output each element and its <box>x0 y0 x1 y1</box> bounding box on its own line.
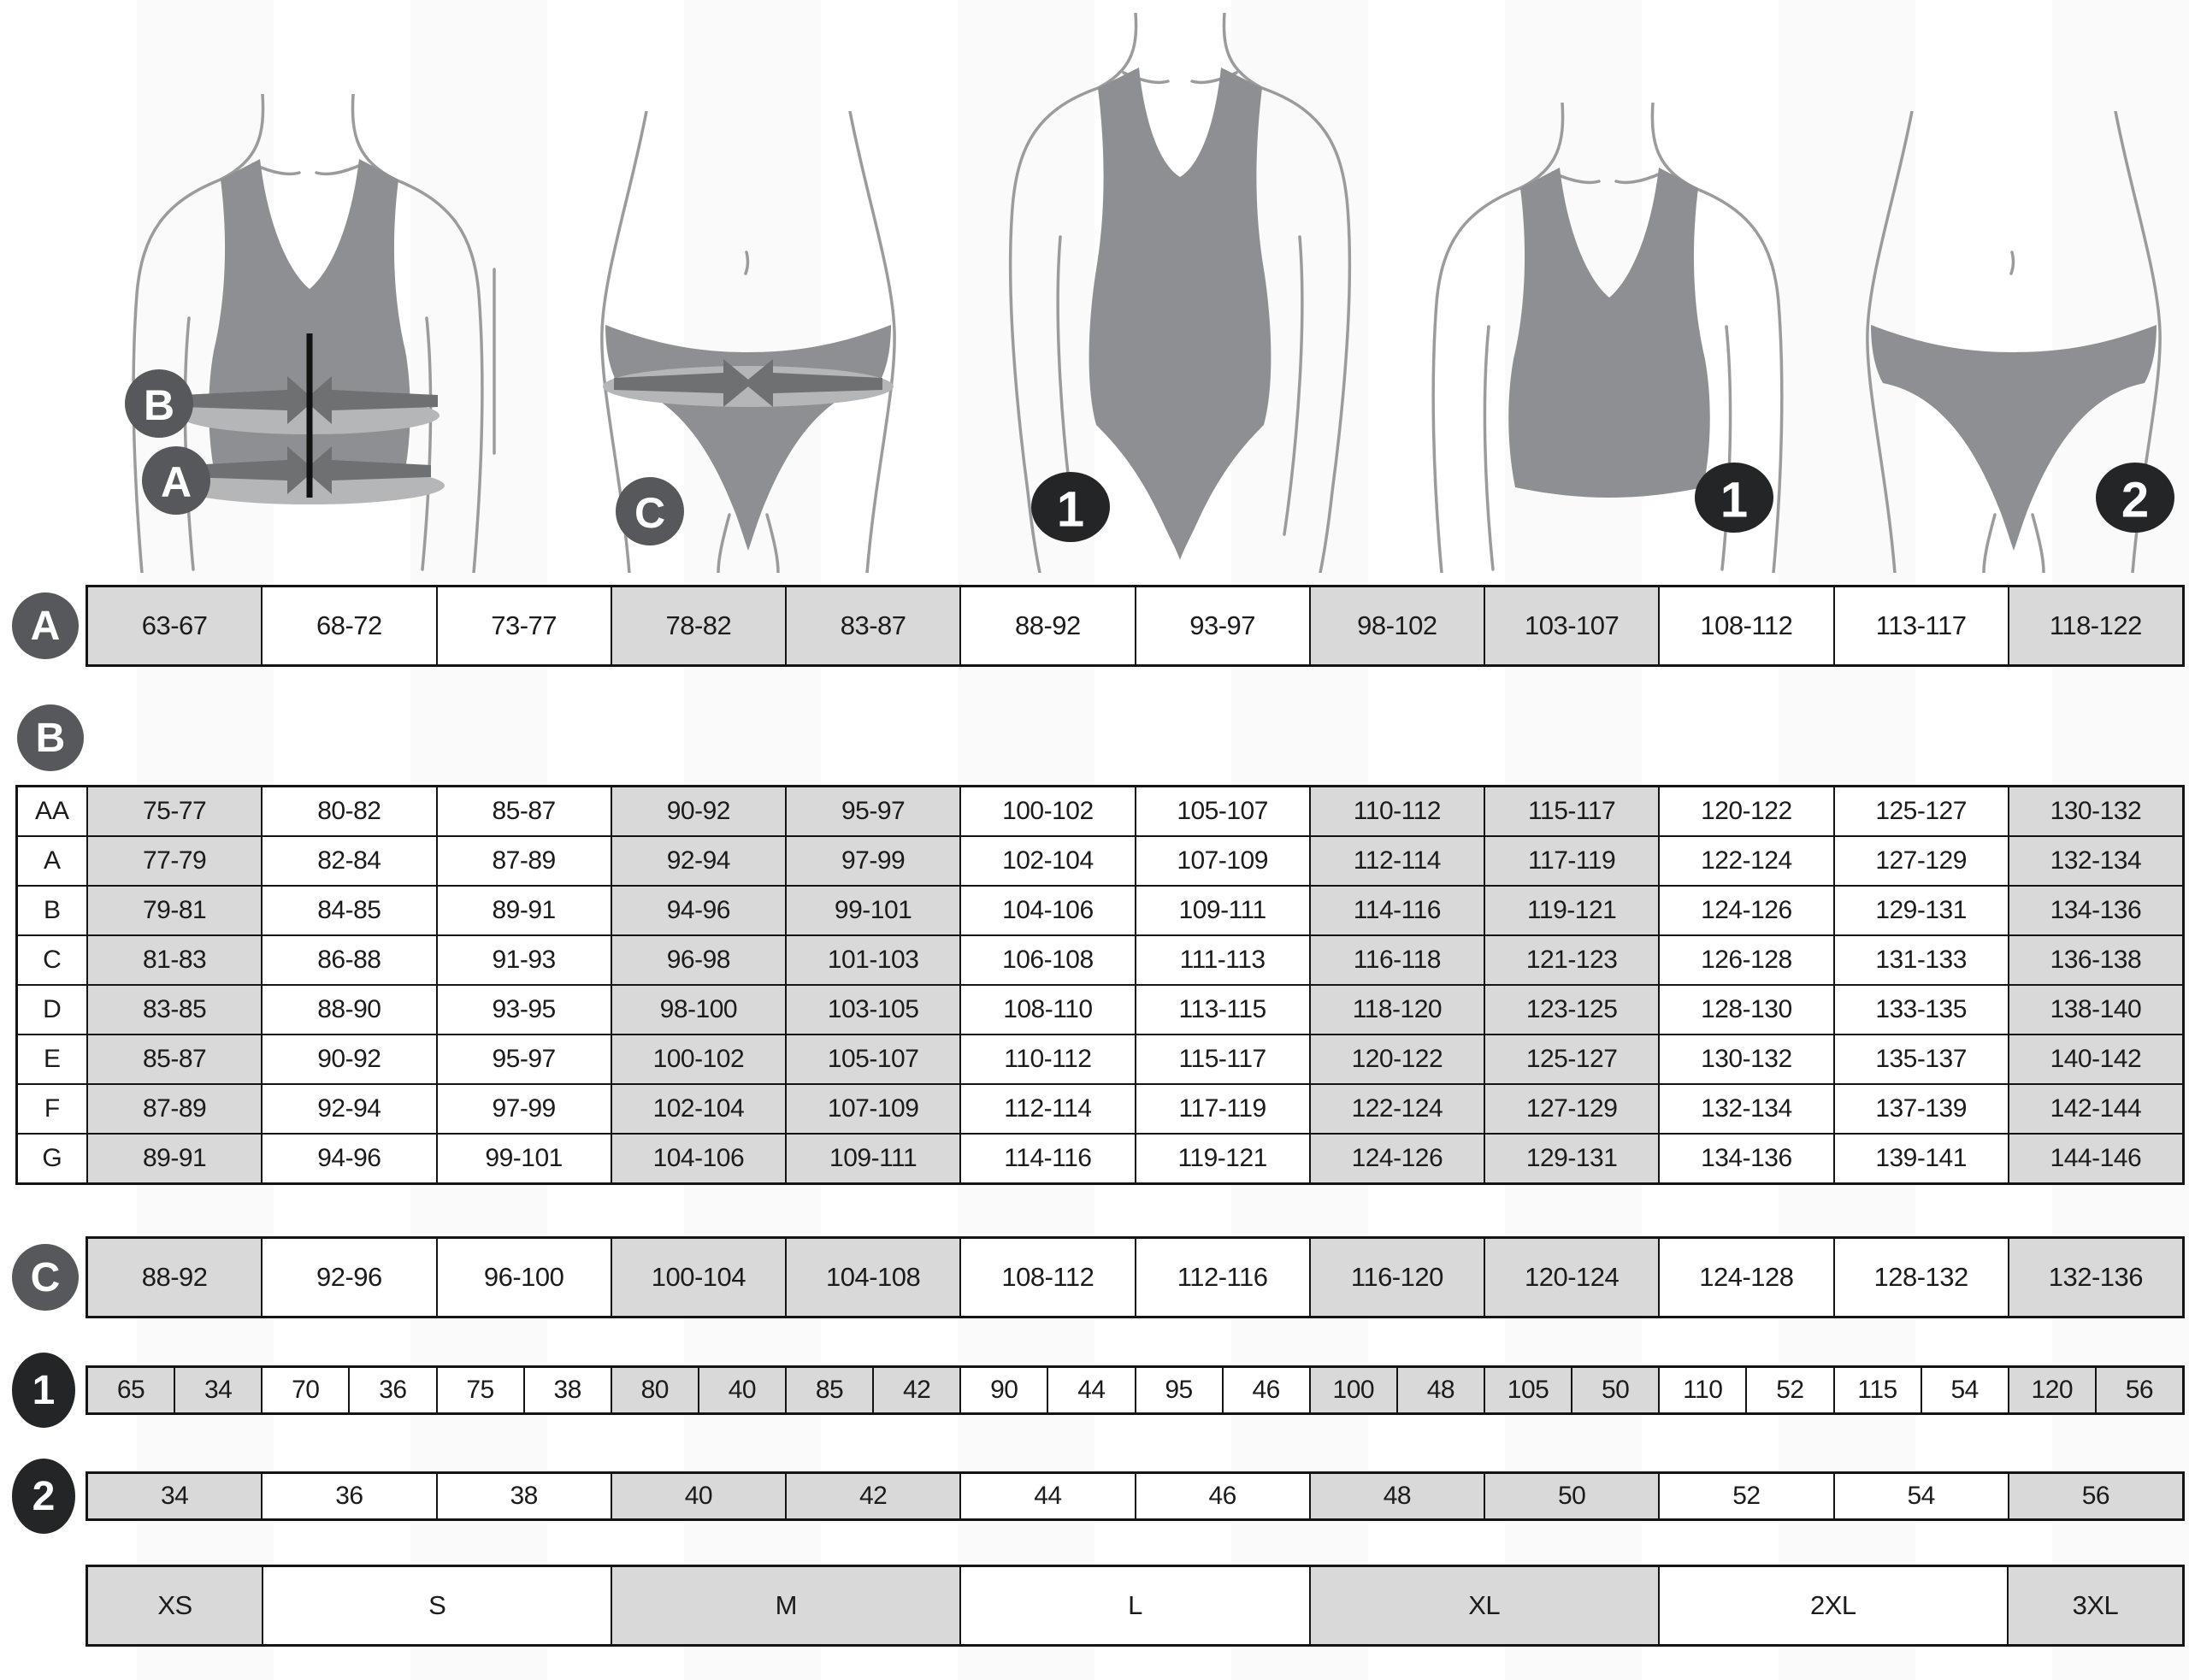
bust-cell: 124-126 <box>1309 1135 1484 1182</box>
badge-panties-icon <box>2096 463 2174 533</box>
hip-cell: 100-104 <box>611 1239 785 1316</box>
bust-cell: 86-88 <box>261 936 435 984</box>
badge-swimsuit-icon <box>1031 472 1110 542</box>
bust-cell: 104-106 <box>959 887 1134 934</box>
cup-label: G <box>18 1135 86 1182</box>
bra-size-table <box>86 1365 2185 1415</box>
bust-cell: 130-132 <box>2008 787 2182 835</box>
underbust-cell: 68-72 <box>261 587 435 664</box>
bust-cell: 118-120 <box>1309 986 1484 1034</box>
bust-cell: 127-129 <box>1833 837 2008 885</box>
badge-underbust-label: A <box>160 458 192 506</box>
underbust-row <box>0 585 2189 667</box>
bust-cell: 75-77 <box>86 787 261 835</box>
bust-cell: 142-144 <box>2008 1085 2182 1133</box>
eu-size-cell: 42 <box>785 1474 959 1518</box>
underbust-cell: 73-77 <box>436 587 611 664</box>
intl-size-cell: M <box>611 1567 959 1644</box>
bust-cell: 134-136 <box>1658 1135 1832 1182</box>
bust-cell: 98-100 <box>611 986 785 1034</box>
bust-cell: 97-99 <box>436 1085 611 1133</box>
bra-size-cell: 48 <box>1396 1368 1484 1412</box>
bust-cell: 111-113 <box>1135 936 1309 984</box>
bust-cell: 103-105 <box>785 986 959 1034</box>
hip-cell: 108-112 <box>959 1239 1134 1316</box>
bust-cell: 136-138 <box>2008 936 2182 984</box>
hip-cell: 88-92 <box>88 1239 261 1316</box>
bust-cell: 126-128 <box>1658 936 1832 984</box>
hip-cell: 128-132 <box>1833 1239 2008 1316</box>
bra-size-cell: 54 <box>1921 1368 2008 1412</box>
eu-size-cell: 54 <box>1833 1474 2008 1518</box>
bust-cell: 100-102 <box>611 1035 785 1083</box>
bust-cell: 112-114 <box>959 1085 1134 1133</box>
eu-size-cell: 38 <box>436 1474 611 1518</box>
bust-cell: 130-132 <box>1658 1035 1832 1083</box>
bra-size-rail <box>0 1353 86 1428</box>
bra-size-cell: 40 <box>698 1368 785 1412</box>
bust-cell: 122-124 <box>1658 837 1832 885</box>
bust-cell: 84-85 <box>261 887 435 934</box>
bust-cell: 128-130 <box>1658 986 1832 1034</box>
underbust-cell: 63-67 <box>88 587 261 664</box>
intl-size-cell: 2XL <box>1658 1567 2007 1644</box>
badge-panties-label: 2 <box>2121 472 2150 528</box>
bust-cell: 124-126 <box>1658 887 1832 934</box>
bust-badge-row <box>17 704 2189 771</box>
underbust-cell: 113-117 <box>1833 587 2008 664</box>
bust-cell: 96-98 <box>611 936 785 984</box>
bust-cell: 95-97 <box>785 787 959 835</box>
bra-size-cell: 85 <box>785 1368 872 1412</box>
bust-cell: 90-92 <box>611 787 785 835</box>
bust-cell: 121-123 <box>1484 936 1658 984</box>
bust-cell: 104-106 <box>611 1135 785 1182</box>
bra-size-cell: 56 <box>2095 1368 2182 1412</box>
bust-cell: 105-107 <box>1135 787 1309 835</box>
badge-hip-icon <box>616 477 684 545</box>
bust-cell: 115-117 <box>1484 787 1658 835</box>
cup-row <box>18 1133 2182 1182</box>
bust-cell: 81-83 <box>86 936 261 984</box>
bust-cell: 144-146 <box>2008 1135 2182 1182</box>
bust-cell: 129-131 <box>1833 887 2008 934</box>
bust-cell: 92-94 <box>261 1085 435 1133</box>
bust-cell: 94-96 <box>611 887 785 934</box>
bust-cell: 97-99 <box>785 837 959 885</box>
intl-size-table <box>86 1565 2185 1647</box>
underbust-cell: 118-122 <box>2008 587 2182 664</box>
badge-swimsuit-label: 1 <box>1056 481 1085 538</box>
bust-table <box>15 785 2185 1185</box>
bra-size-cell: 44 <box>1047 1368 1134 1412</box>
badge-1 <box>12 1353 75 1428</box>
hip-cell: 96-100 <box>436 1239 611 1316</box>
bust-cell: 100-102 <box>959 787 1134 835</box>
eu-size-cell: 34 <box>88 1474 261 1518</box>
cup-row <box>18 984 2182 1034</box>
figure-panties-measured <box>564 111 932 573</box>
bra-size-cell: 38 <box>523 1368 611 1412</box>
bust-cell: 95-97 <box>436 1035 611 1083</box>
eu-size-cell: 48 <box>1309 1474 1484 1518</box>
badge-2-label: 2 <box>32 1473 56 1519</box>
bust-cell: 101-103 <box>785 936 959 984</box>
bust-cell: 117-119 <box>1135 1085 1309 1133</box>
cup-label: D <box>18 986 86 1034</box>
hip-cell: 92-96 <box>261 1239 435 1316</box>
hip-table <box>86 1236 2185 1318</box>
badge-bust-label: B <box>143 381 175 429</box>
bust-cell: 112-114 <box>1309 837 1484 885</box>
underbust-table <box>86 585 2185 667</box>
bust-cell: 106-108 <box>959 936 1134 984</box>
bust-cell: 129-131 <box>1484 1135 1658 1182</box>
figure-panties-plain <box>1838 111 2189 573</box>
bust-cell: 77-79 <box>86 837 261 885</box>
bust-cell: 105-107 <box>785 1035 959 1083</box>
badge-bra-label: 1 <box>1720 472 1749 528</box>
bust-cell: 132-134 <box>1658 1085 1832 1133</box>
underbust-cell: 88-92 <box>959 587 1134 664</box>
underbust-cell: 93-97 <box>1135 587 1309 664</box>
bust-cell: 114-116 <box>959 1135 1134 1182</box>
cup-label: A <box>18 837 86 885</box>
underbust-cell: 108-112 <box>1658 587 1832 664</box>
bust-cell: 123-125 <box>1484 986 1658 1034</box>
eu-size-cell: 56 <box>2008 1474 2182 1518</box>
underbust-rail <box>0 592 86 659</box>
hip-rail <box>0 1244 86 1311</box>
bust-cell: 102-104 <box>611 1085 785 1133</box>
bust-cell: 110-112 <box>1309 787 1484 835</box>
figures-section <box>0 0 2189 578</box>
bust-cell: 131-133 <box>1833 936 2008 984</box>
bust-cell: 135-137 <box>1833 1035 2008 1083</box>
underbust-cell: 98-102 <box>1309 587 1484 664</box>
bust-cell: 137-139 <box>1833 1085 2008 1133</box>
bust-cell: 89-91 <box>86 1135 261 1182</box>
hip-cell: 104-108 <box>785 1239 959 1316</box>
bra-size-cell: 95 <box>1135 1368 1222 1412</box>
bust-cell: 107-109 <box>785 1085 959 1133</box>
bust-cell: 94-96 <box>261 1135 435 1182</box>
bust-cell: 109-111 <box>1135 887 1309 934</box>
bust-cell: 85-87 <box>86 1035 261 1083</box>
cup-row <box>18 1083 2182 1133</box>
hip-row <box>0 1236 2189 1318</box>
underbust-cell: 83-87 <box>785 587 959 664</box>
badge-c-label: C <box>30 1254 61 1300</box>
eu-size-cell: 52 <box>1658 1474 1832 1518</box>
bra-illustration <box>1508 168 1710 498</box>
cup-label: E <box>18 1035 86 1083</box>
hip-cell: 112-116 <box>1135 1239 1309 1316</box>
swimsuit-illustration <box>1089 68 1272 560</box>
bust-cell: 99-101 <box>785 887 959 934</box>
bust-cell: 134-136 <box>2008 887 2182 934</box>
bra-size-cell: 42 <box>872 1368 959 1412</box>
bra-size-row <box>0 1353 2189 1428</box>
cup-row <box>18 885 2182 934</box>
bra-size-cell: 50 <box>1571 1368 1658 1412</box>
bust-cell: 83-85 <box>86 986 261 1034</box>
cup-row <box>18 1034 2182 1083</box>
bust-cell: 117-119 <box>1484 837 1658 885</box>
bust-cell: 87-89 <box>86 1085 261 1133</box>
badge-b <box>17 704 84 771</box>
cup-label: AA <box>18 787 86 835</box>
bra-size-cell: 100 <box>1309 1368 1396 1412</box>
intl-size-cell: S <box>262 1567 611 1644</box>
bust-cell: 99-101 <box>436 1135 611 1182</box>
intl-size-cell: 3XL <box>2007 1567 2182 1644</box>
bust-cell: 88-90 <box>261 986 435 1034</box>
figure-bra-plain <box>1394 103 1821 573</box>
eu-size-cell: 46 <box>1135 1474 1309 1518</box>
hip-cell: 124-128 <box>1658 1239 1832 1316</box>
bra-size-cell: 34 <box>174 1368 261 1412</box>
bra-size-cell: 90 <box>959 1368 1047 1412</box>
bust-cell: 115-117 <box>1135 1035 1309 1083</box>
badge-b-label: B <box>35 715 66 761</box>
badge-underbust-icon <box>142 446 210 515</box>
figure-swimsuit <box>941 13 1419 573</box>
bust-cell: 122-124 <box>1309 1085 1484 1133</box>
badge-a-label: A <box>30 603 61 649</box>
badge-1-label: 1 <box>32 1367 56 1413</box>
figure-bra-measured <box>86 94 530 573</box>
bra-size-cell: 46 <box>1222 1368 1309 1412</box>
bra-size-cell: 105 <box>1484 1368 1571 1412</box>
bust-cell: 119-121 <box>1484 887 1658 934</box>
bust-cell: 80-82 <box>261 787 435 835</box>
badge-2 <box>12 1459 75 1534</box>
bra-size-cell: 110 <box>1658 1368 1745 1412</box>
bra-size-cell: 75 <box>436 1368 523 1412</box>
hip-cell: 132-136 <box>2008 1239 2182 1316</box>
bust-cell: 116-118 <box>1309 936 1484 984</box>
intl-size-cell: XL <box>1309 1567 1658 1644</box>
eu-size-cell: 44 <box>959 1474 1134 1518</box>
bra-size-cell: 52 <box>1745 1368 1832 1412</box>
bust-cell: 85-87 <box>436 787 611 835</box>
underbust-cell: 78-82 <box>611 587 785 664</box>
bra-size-cell: 36 <box>348 1368 435 1412</box>
bust-cell: 120-122 <box>1658 787 1832 835</box>
bust-cell: 125-127 <box>1833 787 2008 835</box>
intl-size-cell: L <box>959 1567 1308 1644</box>
hip-cell: 116-120 <box>1309 1239 1484 1316</box>
badge-bust-icon <box>125 369 193 438</box>
bust-cell: 87-89 <box>436 837 611 885</box>
eu-size-table <box>86 1471 2185 1521</box>
cup-row <box>18 934 2182 984</box>
badge-a <box>12 592 79 659</box>
bust-cell: 140-142 <box>2008 1035 2182 1083</box>
cup-label: C <box>18 936 86 984</box>
eu-size-cell: 40 <box>611 1474 785 1518</box>
bust-cell: 93-95 <box>436 986 611 1034</box>
bust-cell: 110-112 <box>959 1035 1134 1083</box>
bra-size-cell: 70 <box>261 1368 348 1412</box>
cup-row <box>18 835 2182 885</box>
bust-cell: 133-135 <box>1833 986 2008 1034</box>
eu-size-cell: 36 <box>261 1474 435 1518</box>
bust-cell: 120-122 <box>1309 1035 1484 1083</box>
bust-cell: 127-129 <box>1484 1085 1658 1133</box>
underbust-cell: 103-107 <box>1484 587 1658 664</box>
bust-cell: 91-93 <box>436 936 611 984</box>
bra-size-cell: 80 <box>611 1368 698 1412</box>
bust-cell: 132-134 <box>2008 837 2182 885</box>
eu-size-row <box>0 1459 2189 1534</box>
badge-bra-icon <box>1695 463 1773 533</box>
bra-size-cell: 65 <box>88 1368 174 1412</box>
bra-size-cell: 115 <box>1833 1368 1921 1412</box>
cup-label: F <box>18 1085 86 1133</box>
bust-cell: 108-110 <box>959 986 1134 1034</box>
intl-size-cell: XS <box>88 1567 262 1644</box>
cup-label: B <box>18 887 86 934</box>
bust-cell: 107-109 <box>1135 837 1309 885</box>
bust-cell: 125-127 <box>1484 1035 1658 1083</box>
bust-cell: 89-91 <box>436 887 611 934</box>
badge-c <box>12 1244 79 1311</box>
bust-cell: 139-141 <box>1833 1135 2008 1182</box>
bust-cell: 79-81 <box>86 887 261 934</box>
badge-hip-label: C <box>634 489 666 537</box>
eu-size-rail <box>0 1459 86 1534</box>
bust-cell: 138-140 <box>2008 986 2182 1034</box>
bust-cell: 90-92 <box>261 1035 435 1083</box>
bust-cell: 109-111 <box>785 1135 959 1182</box>
bust-cell: 114-116 <box>1309 887 1484 934</box>
bust-cell: 82-84 <box>261 837 435 885</box>
bust-cell: 113-115 <box>1135 986 1309 1034</box>
eu-size-cell: 50 <box>1484 1474 1658 1518</box>
bust-cell: 92-94 <box>611 837 785 885</box>
bust-cell: 102-104 <box>959 837 1134 885</box>
hip-cell: 120-124 <box>1484 1239 1658 1316</box>
bra-size-cell: 120 <box>2008 1368 2095 1412</box>
cup-row <box>18 787 2182 835</box>
bust-cell: 119-121 <box>1135 1135 1309 1182</box>
